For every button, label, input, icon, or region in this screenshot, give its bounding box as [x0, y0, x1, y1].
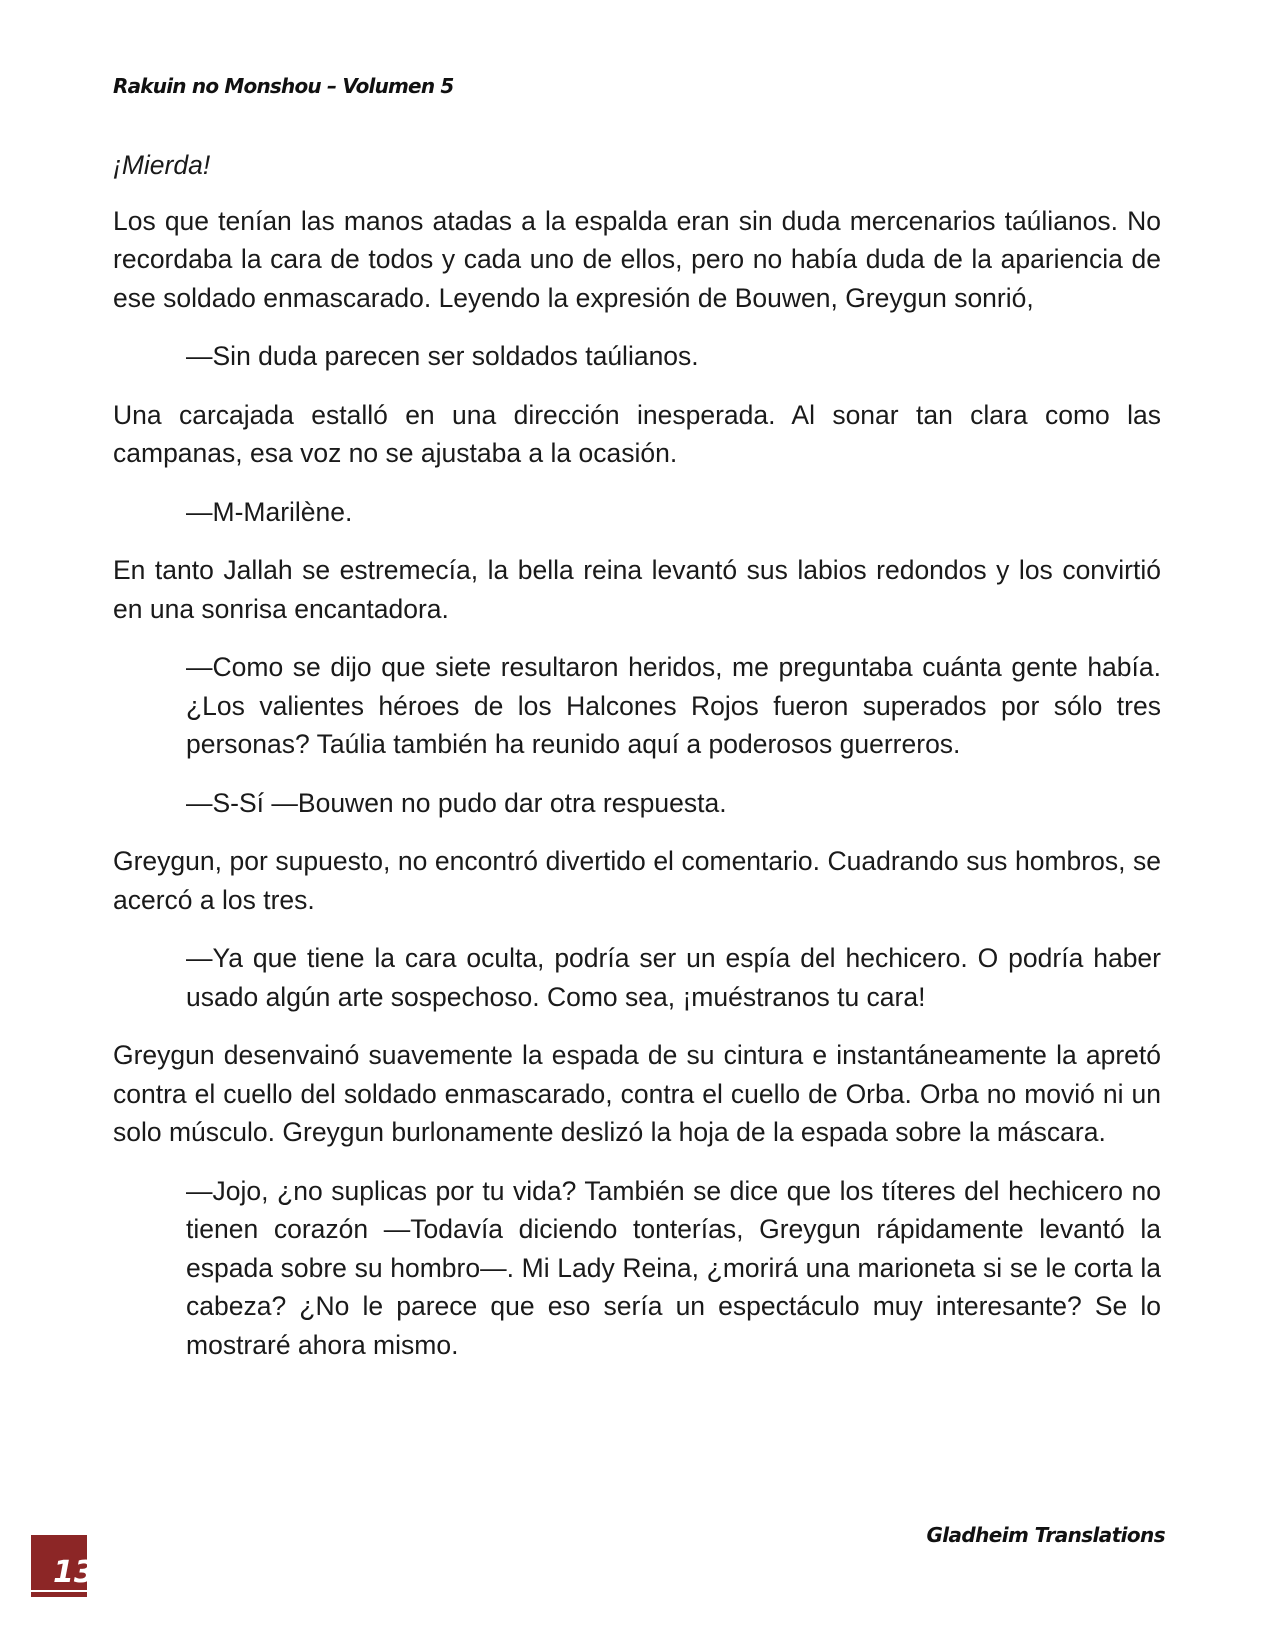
- dialogue-paragraph: —Como se dijo que siete resultaron heridos, me preguntaba cuánta gente había. ¿Los valientes héroes de los Halcones Rojos fueron superados por sólo tres personas? Taúlia también ha reunido aquí a poderosos guerreros.: [186, 652, 1161, 759]
- paragraph: Greygun desenvainó suavemente la espada de su cintura e instantáneamente la apretó contra el cuello del soldado enmascarado, contra el cuello de Orba. Orba no movió ni un solo músculo. Greygun burlonamente deslizó la hoja de la espada sobre la máscara.: [113, 1040, 1161, 1147]
- dialogue-paragraph: —Jojo, ¿no suplicas por tu vida? También se dice que los títeres del hechicero no tienen corazón —Todavía diciendo tonterías, Greygun rápidamente levantó la espada sobre su hombro—. Mi Lady Reina, ¿morirá una marioneta si se le corta la cabeza? ¿No le parece que eso sería un espectáculo muy interesante? Se lo mostraré ahora mismo.: [186, 1175, 1161, 1360]
- paragraph: Greygun, por supuesto, no encontró divertido el comentario. Cuadrando sus hombros, se acercó a los tres.: [113, 846, 1161, 915]
- paragraph: ¡Mierda!: [113, 150, 211, 180]
- dialogue-paragraph: —Sin duda parecen ser soldados taúlianos.: [186, 341, 699, 371]
- paragraph: Una carcajada estalló en una dirección inesperada. Al sonar tan clara como las campanas, esa voz no se ajustaba a la ocasión.: [113, 399, 1161, 468]
- dialogue-paragraph: —M-Marilène.: [186, 496, 353, 527]
- dialogue-paragraph: —Ya que tiene la cara oculta, podría ser un espía del hechicero. O podría haber usado algún arte sospechoso. Como sea, ¡muéstranos tu cara!: [186, 943, 1161, 1012]
- dialogue-paragraph: —S-Sí —Bouwen no pudo dar otra respuesta.: [186, 787, 727, 818]
- page-body: [113, 146, 1161, 1384]
- page-number-underline: [31, 1590, 87, 1592]
- page-number: 13: [53, 1555, 95, 1590]
- paragraph: En tanto Jallah se estremecía, la bella reina levantó sus labios redondos y los convirtió en una sonrisa encantadora.: [113, 555, 1161, 624]
- footer-credit: Gladheim Translations: [926, 1523, 1165, 1547]
- paragraph: Los que tenían las manos atadas a la espalda eran sin duda mercenarios taúlianos. No recordaba la cara de todos y cada uno de ellos, pero no había duda de la apariencia de ese soldado enmascarado. Leyendo la expresión de Bouwen, Greygun sonrió,: [113, 205, 1161, 313]
- page-number-box: [31, 1535, 95, 1597]
- running-header: Rakuin no Monshou – Volumen 5: [113, 74, 454, 98]
